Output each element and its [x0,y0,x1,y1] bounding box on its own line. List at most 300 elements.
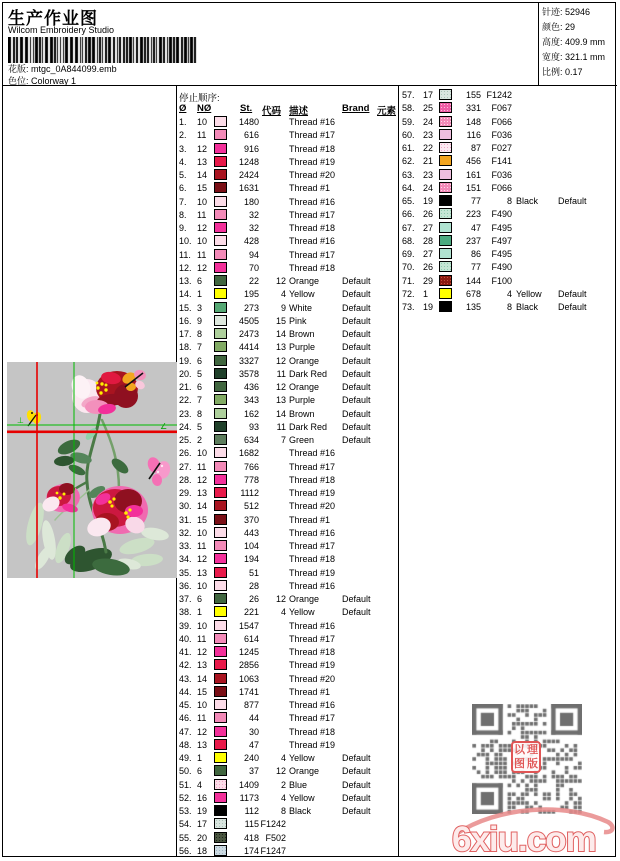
thread-code: F066 [491,182,512,193]
thread-code: 12 [275,276,286,286]
stitch-count: 1480 [238,117,259,127]
stop-row [398,182,620,195]
thread-brand: Default [342,276,371,286]
stop-number: 3. [179,143,187,154]
stop-row [176,368,398,381]
stitch-count: 22 [248,276,259,286]
needle-number: 11 [197,541,207,551]
thread-color-swatch [214,845,227,856]
thread-code: 7 [280,435,286,445]
stop-row [398,235,620,248]
thread-color-swatch [214,593,227,604]
thread-code: 4 [280,753,286,763]
thread-description: Orange [289,382,320,392]
stop-number: 38. [179,607,192,618]
watermark-stamp: 以 理 图 版 [511,741,541,773]
stop-row [398,248,620,261]
thread-description: Dark Red [289,368,328,379]
stop-number: 15. [179,302,192,313]
stop-number: 42. [179,660,192,671]
thread-code: F490 [491,262,512,273]
thread-description: Thread #17 [289,713,336,724]
thread-description: Thread #18 [289,554,336,565]
needle-number: 10 [197,196,208,207]
thread-color-swatch [214,394,227,405]
stitch-count: 512 [243,501,259,512]
stop-row [176,699,398,712]
thread-color-swatch [214,527,227,538]
stitch-count: 70 [248,262,259,273]
stop-number: 7. [179,196,187,207]
needle-number: 14 [197,501,208,512]
thread-description: Thread #17 [289,541,336,551]
stop-number: 20. [179,368,192,379]
stitch-count: 47 [248,739,259,750]
stop-number: 60. [402,129,415,140]
needle-number: 21 [423,156,434,167]
thread-description: Thread #17 [289,461,336,472]
needle-number: 29 [423,275,434,286]
thread-code: 11 [276,421,286,432]
stitch-count: 221 [243,607,259,618]
thread-code: F036 [491,169,512,180]
stop-row [176,818,398,831]
needle-number: 15 [197,514,208,525]
stop-row [176,752,398,765]
thread-description: Thread #20 [289,673,336,684]
thread-color-swatch [214,487,227,498]
stitch-count: 26 [248,594,259,604]
needle-number: 8 [197,329,203,339]
app-name: Wilcom Embroidery Studio [8,25,115,35]
thread-color-swatch [214,143,227,154]
stop-number: 43. [179,673,192,684]
stop-number: 61. [402,143,415,153]
stitch-count: 2424 [238,170,259,180]
stop-row [398,142,620,155]
thread-color-swatch [214,620,227,631]
stitch-count: 51 [248,567,259,578]
thread-brand: Default [342,329,371,339]
stop-row [398,169,620,182]
stitch-count: 1063 [238,673,259,684]
thread-description: Thread #16 [289,527,336,538]
stop-row [176,341,398,354]
thread-color-swatch [439,89,452,100]
stop-number: 14. [179,289,192,300]
thread-code: F495 [491,222,512,233]
thread-description: White [289,302,313,313]
stop-row [176,765,398,778]
stop-row [176,646,398,659]
stop-row [176,169,398,182]
thread-color-swatch [439,222,452,233]
thread-description: Thread #16 [289,700,336,710]
stop-row [176,209,398,222]
stop-row [176,182,398,195]
stop-number: 70. [402,262,415,273]
stitch-count: 30 [248,726,259,737]
thread-color-swatch [214,341,227,352]
stitch-count: 237 [465,235,481,246]
stitch-count: 1409 [238,779,259,790]
thread-description: Pink [289,315,307,326]
thread-color-swatch [439,288,452,299]
thread-color-swatch [439,129,452,140]
thread-brand: Default [342,435,371,445]
thread-description: Thread #18 [289,647,336,657]
thread-description: Orange [289,594,320,604]
col-header-brand: Brand [342,103,370,114]
thread-code: 13 [275,342,286,353]
thread-color-swatch [214,712,227,723]
stop-row [176,726,398,739]
stop-number: 31. [179,514,192,525]
thread-description: Orange [289,355,320,366]
thread-color-swatch [214,447,227,458]
stop-number: 67. [402,222,415,233]
needle-number: 13 [197,739,208,750]
thread-color-swatch [214,765,227,776]
thread-description: Yellow [516,288,542,299]
stats-box-divider [538,2,539,85]
stop-row [176,739,398,752]
colorway-value: Colorway 1 [31,76,77,86]
thread-code: 2 [280,779,286,790]
stop-row [176,328,398,341]
stop-row [176,712,398,725]
thread-color-swatch [214,474,227,485]
thread-code: 11 [276,368,286,379]
needle-number: 19 [423,196,434,206]
thread-description: Thread #16 [289,196,336,207]
thread-code: 4 [506,288,512,299]
thread-code: F100 [491,275,512,286]
stop-row [398,116,620,129]
stop-number: 24. [179,421,192,432]
stitch-count: 161 [465,169,481,180]
stitch-count: 194 [243,554,259,565]
stop-number: 40. [179,633,192,644]
stop-row [176,832,398,845]
watermark-site-text: 6xiu.com [452,820,596,858]
stop-number: 13. [179,276,192,286]
needle-number: 13 [197,488,208,498]
thread-color-swatch [214,567,227,578]
stop-number: 6. [179,183,187,194]
thread-code: 12 [275,355,286,366]
stop-number: 22. [179,395,192,406]
thread-color-swatch [214,156,227,167]
needle-number: 17 [197,819,208,830]
stop-row [398,155,620,168]
stop-number: 63. [402,169,415,180]
thread-color-swatch [214,302,227,313]
thread-color-swatch [214,169,227,180]
stop-number: 37. [179,594,192,604]
thread-brand: Default [342,779,371,790]
stitch-count: 116 [466,129,481,140]
stop-number: 18. [179,342,192,353]
thread-color-swatch [439,195,452,206]
stop-number: 10. [179,236,192,247]
thread-color-swatch [214,461,227,472]
stop-row [176,580,398,593]
thread-description: Thread #19 [289,739,336,750]
stat-width: 宽度: 321.1 mm [542,52,606,62]
thread-color-swatch [214,580,227,591]
needle-number: 9 [197,315,203,326]
thread-brand: Default [342,421,371,432]
thread-description: Thread #1 [289,183,331,194]
stop-row [176,620,398,633]
needle-number: 12 [197,726,208,737]
stop-number: 8. [179,209,187,220]
colorway-line [8,74,76,87]
thread-brand: Default [558,196,587,206]
needle-number: 15 [197,686,208,697]
stop-number: 56. [179,845,192,856]
needle-number: 12 [197,647,208,657]
thread-color-swatch [214,434,227,445]
stop-number: 28. [179,474,192,485]
stop-row [176,288,398,301]
thread-brand: Default [558,288,587,299]
thread-code: 8 [280,806,286,816]
stop-number: 9. [179,223,187,233]
stop-row [398,208,620,221]
stop-row [176,421,398,434]
needle-number: 6 [197,355,203,366]
thread-brand: Default [342,368,371,379]
thread-description: Thread #19 [289,488,336,498]
thread-color-swatch [439,102,452,113]
thread-color-swatch [214,752,227,763]
thread-description: Dark Red [289,421,328,432]
needle-number: 2 [197,435,203,445]
stop-number: 26. [179,448,192,459]
stop-row [176,315,398,328]
needle-number: 7 [197,395,203,406]
stitch-count: 2473 [238,329,259,339]
needle-number: 11 [197,249,207,260]
thread-code: F1242 [486,90,512,100]
col-header-desc: 描述 [289,106,309,117]
stop-number: 54. [179,819,192,830]
stop-sequence-title: 停止顺序: [179,93,220,104]
needle-number: 10 [197,236,208,247]
col-header-needle: NØ [197,103,212,114]
thread-color-swatch [439,275,452,286]
needle-number: 12 [197,143,208,154]
thread-color-swatch [214,500,227,511]
stitch-count: 4505 [238,315,259,326]
thread-code: F066 [491,116,512,127]
stop-row [176,434,398,447]
stop-row [176,527,398,540]
thread-description: Brown [289,329,315,339]
stop-number: 2. [179,130,187,141]
stitch-count: 1547 [238,620,259,631]
thread-code: F1247 [260,845,286,856]
stitch-count: 616 [243,130,259,141]
stop-row [176,779,398,792]
needle-number: 13 [197,660,208,671]
needle-number: 11 [197,461,207,472]
thread-color-swatch [214,408,227,419]
stop-number: 39. [179,620,192,631]
stitch-count: 916 [243,143,259,154]
thread-color-swatch [439,301,452,312]
thread-description: Yellow [289,753,315,763]
thread-brand: Default [342,607,371,618]
stop-row [176,408,398,421]
stop-number: 44. [179,686,192,697]
thread-description: Thread #17 [289,130,336,141]
needle-number: 5 [197,421,203,432]
stop-number: 27. [179,461,192,472]
stat-height: 高度: 409.9 mm [542,37,606,47]
thread-code: F497 [491,235,512,246]
thread-description: Yellow [289,792,315,803]
thread-color-swatch [214,262,227,273]
stop-number: 23. [179,408,192,419]
thread-color-swatch [214,726,227,737]
stop-row [398,222,620,235]
stop-number: 69. [402,249,415,259]
thread-brand: Default [342,315,371,326]
stop-number: 65. [402,196,415,206]
thread-code: 12 [275,766,286,777]
col-header-stop: Ø [179,103,187,114]
stop-row [176,302,398,315]
thread-code: F067 [491,103,512,114]
end-marker-icon: ∠ [160,422,168,431]
stop-row [176,805,398,818]
stop-number: 59. [402,116,415,127]
stitch-count: 37 [248,766,259,777]
thread-brand: Default [342,289,371,300]
stop-row [176,487,398,500]
thread-code: 4 [280,792,286,803]
stop-row [398,129,620,142]
needle-number: 24 [423,182,434,193]
thread-code: 14 [275,329,286,339]
thread-color-swatch [214,368,227,379]
thread-description: Thread #17 [289,209,336,220]
stop-row [398,89,620,102]
needle-number: 25 [423,103,434,114]
thread-color-swatch [439,248,452,259]
needle-number: 6 [197,594,203,604]
thread-brand: Default [342,382,371,392]
needle-number: 13 [197,156,208,167]
thread-color-swatch [214,805,227,816]
thread-description: Thread #16 [289,236,336,247]
needle-number: 1 [197,289,203,300]
needle-number: 6 [197,382,203,392]
needle-number: 15 [197,183,208,194]
stop-number: 11. [179,249,191,260]
thread-color-swatch [439,261,452,272]
needle-number: 5 [197,368,203,379]
stitch-count: 151 [465,182,481,193]
thread-color-swatch [214,659,227,670]
stop-row [176,514,398,527]
stitch-count: 428 [243,236,259,247]
thread-color-swatch [214,355,227,366]
thread-code: F502 [265,832,286,843]
design-barcode [8,37,198,63]
needle-number: 16 [197,792,208,803]
stitch-count: 28 [248,580,259,591]
thread-description: Thread #18 [289,262,336,273]
stop-number: 25. [179,435,192,445]
thread-description: Purple [289,395,316,406]
stop-row [176,156,398,169]
stitch-count: 418 [243,832,259,843]
needle-number: 22 [423,143,434,153]
stop-number: 41. [179,647,192,657]
thread-description: Thread #17 [289,633,336,644]
stop-row [398,102,620,115]
thread-color-swatch [214,686,227,697]
thread-description: Thread #18 [289,223,336,233]
stitch-count: 223 [465,209,481,220]
thread-code: 13 [275,395,286,406]
needle-number: 10 [197,580,208,591]
needle-number: 23 [423,129,434,140]
stop-row [176,394,398,407]
stitch-count: 162 [243,408,259,419]
stop-number: 72. [402,288,415,299]
thread-description: Yellow [289,607,315,618]
stop-number: 19. [179,355,192,366]
stop-row [176,540,398,553]
needle-number: 27 [423,222,434,233]
stop-number: 51. [179,779,192,790]
stop-number: 48. [179,739,192,750]
stitch-count: 240 [243,753,259,763]
thread-color-swatch [214,832,227,843]
thread-brand: Default [342,355,371,366]
thread-description: Thread #16 [289,117,336,127]
stop-number: 5. [179,170,187,180]
stitch-count: 1245 [238,647,259,657]
stitch-count: 3327 [238,355,259,366]
stop-row [176,222,398,235]
stitch-count: 77 [470,196,481,206]
stop-number: 71. [402,275,415,286]
thread-color-swatch [214,633,227,644]
stop-number: 16. [179,315,192,326]
stop-number: 34. [179,554,192,565]
stitch-count: 144 [465,275,481,286]
needle-number: 28 [423,235,434,246]
col-header-code: 代码 [262,106,282,117]
stitch-count: 331 [465,103,481,114]
stop-row [176,845,398,858]
thread-code: 4 [280,289,286,300]
thread-description: Thread #17 [289,249,336,260]
thread-color-swatch [214,739,227,750]
stop-row [176,262,398,275]
thread-brand: Default [558,302,587,312]
needle-number: 10 [197,620,208,631]
stitch-count: 1631 [238,183,259,194]
thread-color-swatch [214,129,227,140]
stop-row [176,249,398,262]
